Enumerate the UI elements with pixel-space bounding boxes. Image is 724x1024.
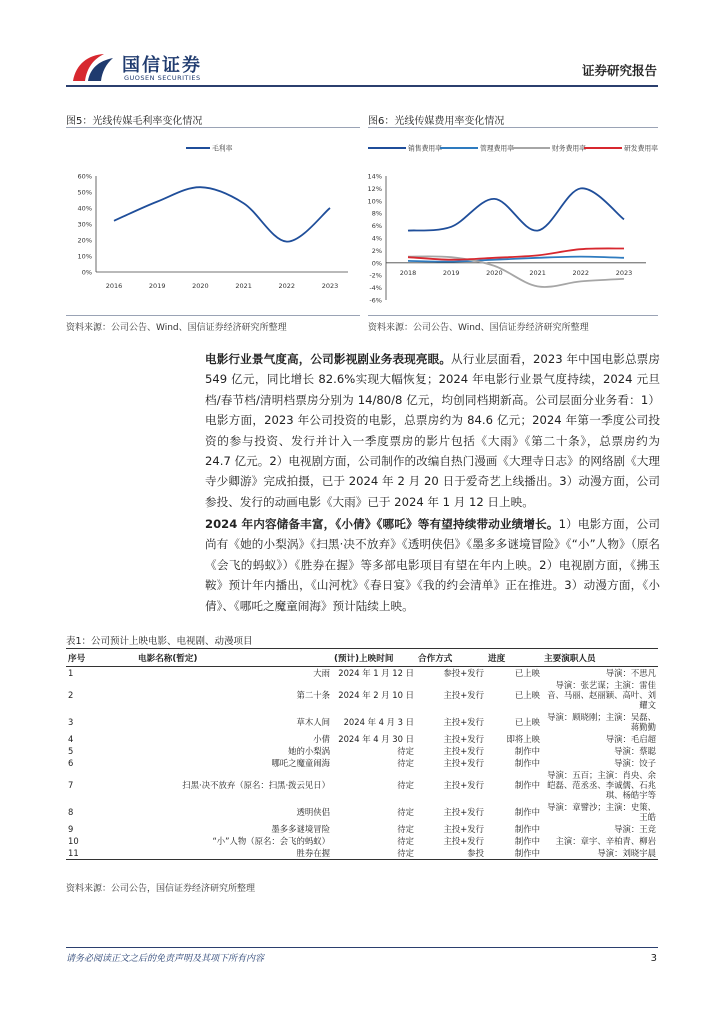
paragraph-film-industry bbox=[205, 349, 660, 512]
col-header-number: 序号 bbox=[66, 649, 136, 667]
cell-progress: 已上映 bbox=[514, 690, 540, 700]
y-tick-label: 14% bbox=[367, 172, 382, 181]
cell-release-date: 待定 bbox=[397, 780, 414, 790]
cell-title: 大雨 bbox=[313, 668, 330, 678]
cell-release-date: 2024 年 2 月 10 日 bbox=[338, 690, 414, 700]
table-row bbox=[66, 847, 658, 860]
table-row bbox=[66, 823, 658, 835]
legend-label: 毛利率 bbox=[212, 144, 233, 153]
y-tick-label: 10% bbox=[367, 197, 382, 206]
cell-title: 草木人间 bbox=[296, 717, 330, 727]
cell-cast-crew: 导演：毛启超 bbox=[605, 734, 656, 744]
x-tick-label: 2022 bbox=[278, 282, 296, 290]
cell-title: 她的小梨涡 bbox=[288, 746, 330, 756]
series-line-1 bbox=[408, 188, 624, 230]
figure6-bottom-rule bbox=[368, 315, 658, 316]
cell-release-date: 待定 bbox=[397, 824, 414, 834]
cell-cast-crew: 导演：蔡聪 bbox=[614, 746, 656, 756]
cell-cooperation: 主投+发行 bbox=[443, 807, 484, 817]
figure5-source: 资料来源：公司公告、Wind、国信证券经济研究所整理 bbox=[66, 323, 287, 333]
cell-release-date: 2024 年 4 月 3 日 bbox=[343, 717, 414, 727]
y-tick-label: 6% bbox=[371, 222, 382, 231]
table-row bbox=[66, 667, 658, 680]
cell-title: 墨多多谜境冒险 bbox=[271, 824, 330, 834]
y-tick-label: 4% bbox=[371, 234, 382, 243]
cell-release-date: 待定 bbox=[397, 807, 414, 817]
legend-label: 研发费用率 bbox=[624, 144, 658, 153]
x-tick-label: 2020 bbox=[192, 282, 209, 290]
series-line-1 bbox=[114, 187, 330, 241]
y-tick-label: 0% bbox=[81, 268, 92, 277]
paragraph-content-pipeline-body: 1）电影方面，公司尚有《她的小梨涡》《扫黑·决不放弃》《透明侠侣》《墨多多谜境冒险》《“小”人物》（原名《会飞的蚂蚁》）《胜券在握》等多部电影项目有望在年内上映。2）电视剧方面，《拂玉鞍》预计年内播出，《山河枕》《春日宴》《我的约会清单》正在推进。3）动漫方面，《小倩》、《哪吒之魔童闹海》预计陆续上映。 bbox=[205, 517, 660, 613]
paragraph-film-industry-lead: 电影行业景气度高，公司影视剧业务表现亮眼。 bbox=[205, 352, 452, 366]
projects-table bbox=[66, 648, 658, 860]
table-row bbox=[66, 679, 658, 711]
cell-cooperation: 参投+发行 bbox=[443, 668, 484, 678]
cell-release-date: 待定 bbox=[332, 847, 416, 860]
logo-english-name: GUOSEN SECURITIES bbox=[124, 74, 201, 82]
cell-cast-crew: 导演：章譬沙；主演：史策、王皓 bbox=[547, 802, 656, 822]
cell-title: 扫黑·决不放弃（原名：扫黑·拨云见日） bbox=[182, 780, 330, 790]
y-tick-label: -4% bbox=[369, 284, 382, 293]
cell-cast-crew: 导演：不思凡 bbox=[605, 668, 656, 678]
x-tick-label: 2019 bbox=[442, 269, 460, 277]
cell-cast-crew: 主演：章宇、辛柏青、柳岩 bbox=[555, 836, 656, 846]
cell-progress: 制作中 bbox=[514, 807, 540, 817]
cell-number: 9 bbox=[68, 824, 74, 834]
cell-cast-crew: 导演：顾晓刚；主演：吴磊、蒋勤勤 bbox=[547, 712, 656, 732]
y-tick-label: 60% bbox=[77, 172, 92, 181]
cell-progress: 制作中 bbox=[486, 847, 542, 860]
cell-cast-crew: 导演：刘晓宇晨 bbox=[542, 847, 658, 860]
legend-label: 财务费用率 bbox=[552, 144, 586, 153]
cell-release-date: 待定 bbox=[397, 758, 414, 768]
header-divider bbox=[66, 85, 658, 87]
cell-number: 4 bbox=[68, 734, 74, 744]
cell-title: 哪吒之魔童闹海 bbox=[271, 758, 330, 768]
figure6-title-rule bbox=[368, 127, 658, 128]
table-header-row bbox=[66, 649, 658, 667]
cell-title: “小”人物（原名：会飞的蚂蚁） bbox=[212, 836, 330, 846]
col-header-progress: 进度 bbox=[486, 649, 542, 667]
cell-cast-crew: 导演：饺子 bbox=[614, 758, 656, 768]
cell-progress: 制作中 bbox=[514, 824, 540, 834]
cell-number: 1 bbox=[68, 668, 74, 678]
col-header-release-date: (预计)上映时间 bbox=[332, 649, 416, 667]
cell-number: 8 bbox=[68, 807, 74, 817]
cell-cooperation: 主投+发行 bbox=[443, 690, 484, 700]
x-tick-label: 2016 bbox=[105, 282, 123, 290]
y-tick-label: 30% bbox=[77, 220, 92, 229]
legend-label: 销售费用率 bbox=[408, 144, 442, 153]
disclaimer-text: 请务必阅读正文之后的免责声明及其项下所有内容 bbox=[66, 954, 265, 964]
x-tick-label: 2021 bbox=[235, 282, 252, 290]
cell-cooperation: 主投+发行 bbox=[443, 780, 484, 790]
figure5-title: 图5：光线传媒毛利率变化情况 bbox=[66, 116, 203, 127]
y-tick-label: 40% bbox=[77, 204, 92, 213]
gross-margin-chart bbox=[66, 132, 360, 312]
cell-cooperation: 主投+发行 bbox=[443, 734, 484, 744]
y-tick-label: 20% bbox=[77, 236, 92, 245]
cell-cooperation: 主投+发行 bbox=[443, 836, 484, 846]
figure6-source: 资料来源：公司公告、Wind、国信证券经济研究所整理 bbox=[368, 323, 589, 333]
table-row bbox=[66, 757, 658, 769]
cell-progress: 制作中 bbox=[514, 780, 540, 790]
expense-ratio-chart bbox=[362, 132, 660, 312]
table1-title: 表1：公司预计上映电影、电视剧、动漫项目 bbox=[66, 636, 253, 647]
x-tick-label: 2023 bbox=[321, 282, 339, 290]
table-row bbox=[66, 769, 658, 801]
cell-cooperation: 参投 bbox=[416, 847, 486, 860]
cell-progress: 即将上映 bbox=[506, 734, 540, 744]
y-tick-label: 2% bbox=[371, 246, 382, 255]
page-number: 3 bbox=[650, 953, 657, 964]
report-type-label: 证券研究报告 bbox=[581, 63, 657, 78]
cell-cast-crew: 导演：王竞 bbox=[614, 824, 656, 834]
legend-label: 管理费用率 bbox=[480, 144, 514, 153]
table1-source: 资料来源：公司公告，国信证券经济研究所整理 bbox=[66, 884, 256, 894]
cell-number: 3 bbox=[68, 717, 74, 727]
table-row bbox=[66, 801, 658, 823]
cell-progress: 制作中 bbox=[514, 836, 540, 846]
x-tick-label: 2021 bbox=[529, 269, 546, 277]
cell-number: 5 bbox=[68, 746, 74, 756]
x-tick-label: 2018 bbox=[399, 269, 417, 277]
y-tick-label: 0% bbox=[371, 259, 382, 268]
table-row bbox=[66, 835, 658, 847]
y-tick-label: 12% bbox=[367, 184, 382, 193]
cell-number: 7 bbox=[68, 780, 74, 790]
cell-cooperation: 主投+发行 bbox=[443, 717, 484, 727]
x-tick-label: 2022 bbox=[572, 269, 590, 277]
cell-title: 透明侠侣 bbox=[296, 807, 330, 817]
x-tick-label: 2020 bbox=[486, 269, 503, 277]
cell-release-date: 待定 bbox=[397, 746, 414, 756]
cell-cooperation: 主投+发行 bbox=[443, 824, 484, 834]
cell-release-date: 待定 bbox=[397, 836, 414, 846]
cell-progress: 制作中 bbox=[514, 746, 540, 756]
y-tick-label: 10% bbox=[77, 252, 92, 261]
cell-cast-crew: 导演：张艺谋；主演：雷佳音、马丽、赵丽颖、高叶、刘耀文 bbox=[547, 680, 656, 710]
cell-progress: 已上映 bbox=[514, 717, 540, 727]
y-tick-label: 8% bbox=[371, 209, 382, 218]
cell-cooperation: 主投+发行 bbox=[443, 746, 484, 756]
col-header-cooperation: 合作方式 bbox=[416, 649, 486, 667]
logo-chinese-name: 国信证券 bbox=[122, 55, 202, 76]
footer-divider bbox=[66, 947, 658, 948]
y-tick-label: -6% bbox=[369, 296, 382, 305]
x-tick-label: 2019 bbox=[148, 282, 166, 290]
cell-title: 小倩 bbox=[313, 734, 330, 744]
cell-title: 第二十条 bbox=[296, 690, 330, 700]
cell-number: 11 bbox=[66, 847, 136, 860]
cell-progress: 已上映 bbox=[514, 668, 540, 678]
cell-release-date: 2024 年 4 月 30 日 bbox=[338, 734, 414, 744]
figure5-title-rule bbox=[66, 127, 360, 128]
figure6-title: 图6：光线传媒费用率变化情况 bbox=[368, 116, 505, 127]
table-row bbox=[66, 733, 658, 745]
guosen-logo-icon bbox=[70, 50, 116, 84]
cell-cast-crew: 导演：五百；主演：肖央、余皑磊、范丞丞、李诚儒、石兆琪、杨皓宇等 bbox=[547, 770, 656, 800]
cell-title: 胜券在握 bbox=[136, 847, 332, 860]
cell-number: 10 bbox=[68, 836, 79, 846]
cell-number: 2 bbox=[68, 690, 74, 700]
paragraph-film-industry-body: 从行业层面看，2023 年中国电影总票房 549 亿元，同比增长 82.6%实现大幅恢复；2024 年电影行业景气度持续，2024 元旦档/春节档/清明档票房分别为 14/80/8 亿元，均创同档期新高。公司层面分业务看：1）电影方面，2023 年公司投资的电影，总票房约为 84.6 亿元；2024 年第一季度公司投资的参与投资、发行并计入一季度票房的影片包括《大雨》《第二十条》，总票房约为 24.7 亿元。2）电视剧方面，公司制作的改编自热门漫画《大理寺日志》的网络剧《大理寺少卿游》完成拍摄，已于 2024 年 2 月 20 日于爱奇艺上线播出。3）动漫方面，公司参投、发行的动画电影《大雨》已于 2024 年 1 月 12 日上映。 bbox=[205, 352, 660, 509]
paragraph-content-pipeline bbox=[205, 514, 660, 616]
y-tick-label: 50% bbox=[77, 188, 92, 197]
cell-number: 6 bbox=[68, 758, 74, 768]
paragraph-content-pipeline-lead: 2024 年内容储备丰富，《小倩》《哪吒》等有望持续带动业绩增长。 bbox=[205, 517, 559, 531]
table-row bbox=[66, 745, 658, 757]
figure5-bottom-rule bbox=[66, 315, 360, 316]
table-row bbox=[66, 711, 658, 733]
x-tick-label: 2023 bbox=[615, 269, 633, 277]
col-header-title: 电影名称(暂定) bbox=[136, 649, 332, 667]
cell-release-date: 2024 年 1 月 12 日 bbox=[338, 668, 414, 678]
y-tick-label: -2% bbox=[369, 271, 382, 280]
cell-progress: 制作中 bbox=[514, 758, 540, 768]
col-header-cast-crew: 主要演职人员 bbox=[542, 649, 658, 667]
cell-cooperation: 主投+发行 bbox=[443, 758, 484, 768]
